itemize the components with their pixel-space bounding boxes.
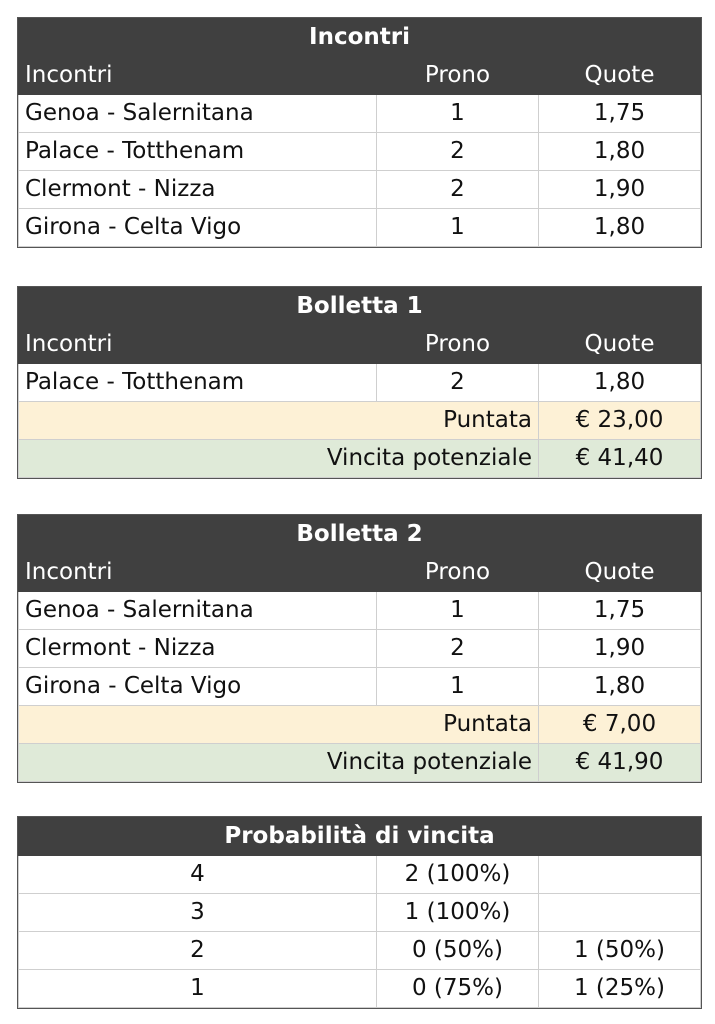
vincita-value[interactable]: € 41,40 — [539, 440, 701, 478]
prob-count-cell[interactable]: 2 — [19, 932, 377, 970]
prono-cell[interactable]: 1 — [377, 95, 539, 133]
header-incontri: Incontri — [19, 554, 377, 592]
table-row — [19, 932, 701, 970]
bolletta-2-title: Bolletta 2 — [19, 516, 701, 554]
prob-count-cell[interactable]: 3 — [19, 894, 377, 932]
quote-cell[interactable]: 1,80 — [539, 209, 701, 247]
match-cell[interactable]: Genoa - Salernitana — [19, 95, 377, 133]
quote-cell[interactable]: 1,90 — [539, 171, 701, 209]
puntata-label: Puntata — [19, 402, 539, 440]
vincita-row — [19, 440, 701, 478]
header-prono: Prono — [377, 554, 539, 592]
prono-cell[interactable]: 2 — [377, 171, 539, 209]
match-cell[interactable]: Palace - Totthenam — [19, 364, 377, 402]
prob-b-cell[interactable]: 1 (25%) — [539, 970, 701, 1008]
header-prono: Prono — [377, 57, 539, 95]
match-cell[interactable]: Girona - Celta Vigo — [19, 668, 377, 706]
table-row — [19, 630, 701, 668]
vincita-label: Vincita potenziale — [19, 744, 539, 782]
bolletta-1-table — [18, 287, 701, 478]
table-row — [19, 668, 701, 706]
puntata-value[interactable]: € 7,00 — [539, 706, 701, 744]
quote-cell[interactable]: 1,75 — [539, 95, 701, 133]
vincita-row — [19, 744, 701, 782]
header-incontri: Incontri — [19, 57, 377, 95]
prob-b-cell[interactable] — [539, 894, 701, 932]
header-quote: Quote — [539, 554, 701, 592]
bolletta-2-table — [18, 515, 701, 782]
prono-cell[interactable]: 1 — [377, 668, 539, 706]
puntata-label: Puntata — [19, 706, 539, 744]
table-row — [19, 171, 701, 209]
vincita-label: Vincita potenziale — [19, 440, 539, 478]
table-row — [19, 894, 701, 932]
prob-a-cell[interactable]: 2 (100%) — [377, 856, 539, 894]
prob-count-cell[interactable]: 1 — [19, 970, 377, 1008]
bolletta-1-title: Bolletta 1 — [19, 288, 701, 326]
header-prono: Prono — [377, 326, 539, 364]
match-cell[interactable]: Clermont - Nizza — [19, 630, 377, 668]
prob-a-cell[interactable]: 0 (75%) — [377, 970, 539, 1008]
probabilita-title: Probabilità di vincita — [19, 818, 701, 856]
incontri-title: Incontri — [19, 19, 701, 57]
puntata-row — [19, 402, 701, 440]
match-cell[interactable]: Genoa - Salernitana — [19, 592, 377, 630]
match-cell[interactable]: Girona - Celta Vigo — [19, 209, 377, 247]
quote-cell[interactable]: 1,75 — [539, 592, 701, 630]
prono-cell[interactable]: 2 — [377, 133, 539, 171]
table-row — [19, 364, 701, 402]
header-quote: Quote — [539, 326, 701, 364]
table-row — [19, 209, 701, 247]
match-cell[interactable]: Clermont - Nizza — [19, 171, 377, 209]
table-row — [19, 856, 701, 894]
table-row — [19, 970, 701, 1008]
quote-cell[interactable]: 1,80 — [539, 364, 701, 402]
prono-cell[interactable]: 2 — [377, 630, 539, 668]
prob-b-cell[interactable] — [539, 856, 701, 894]
header-quote: Quote — [539, 57, 701, 95]
puntata-row — [19, 706, 701, 744]
prob-count-cell[interactable]: 4 — [19, 856, 377, 894]
table-row — [19, 592, 701, 630]
quote-cell[interactable]: 1,80 — [539, 668, 701, 706]
prono-cell[interactable]: 1 — [377, 209, 539, 247]
quote-cell[interactable]: 1,80 — [539, 133, 701, 171]
prob-b-cell[interactable]: 1 (50%) — [539, 932, 701, 970]
probabilita-table — [18, 817, 701, 1008]
incontri-table — [18, 18, 701, 247]
header-incontri: Incontri — [19, 326, 377, 364]
vincita-value[interactable]: € 41,90 — [539, 744, 701, 782]
quote-cell[interactable]: 1,90 — [539, 630, 701, 668]
table-row — [19, 95, 701, 133]
match-cell[interactable]: Palace - Totthenam — [19, 133, 377, 171]
prob-a-cell[interactable]: 0 (50%) — [377, 932, 539, 970]
prono-cell[interactable]: 1 — [377, 592, 539, 630]
puntata-value[interactable]: € 23,00 — [539, 402, 701, 440]
prono-cell[interactable]: 2 — [377, 364, 539, 402]
table-row — [19, 133, 701, 171]
prob-a-cell[interactable]: 1 (100%) — [377, 894, 539, 932]
